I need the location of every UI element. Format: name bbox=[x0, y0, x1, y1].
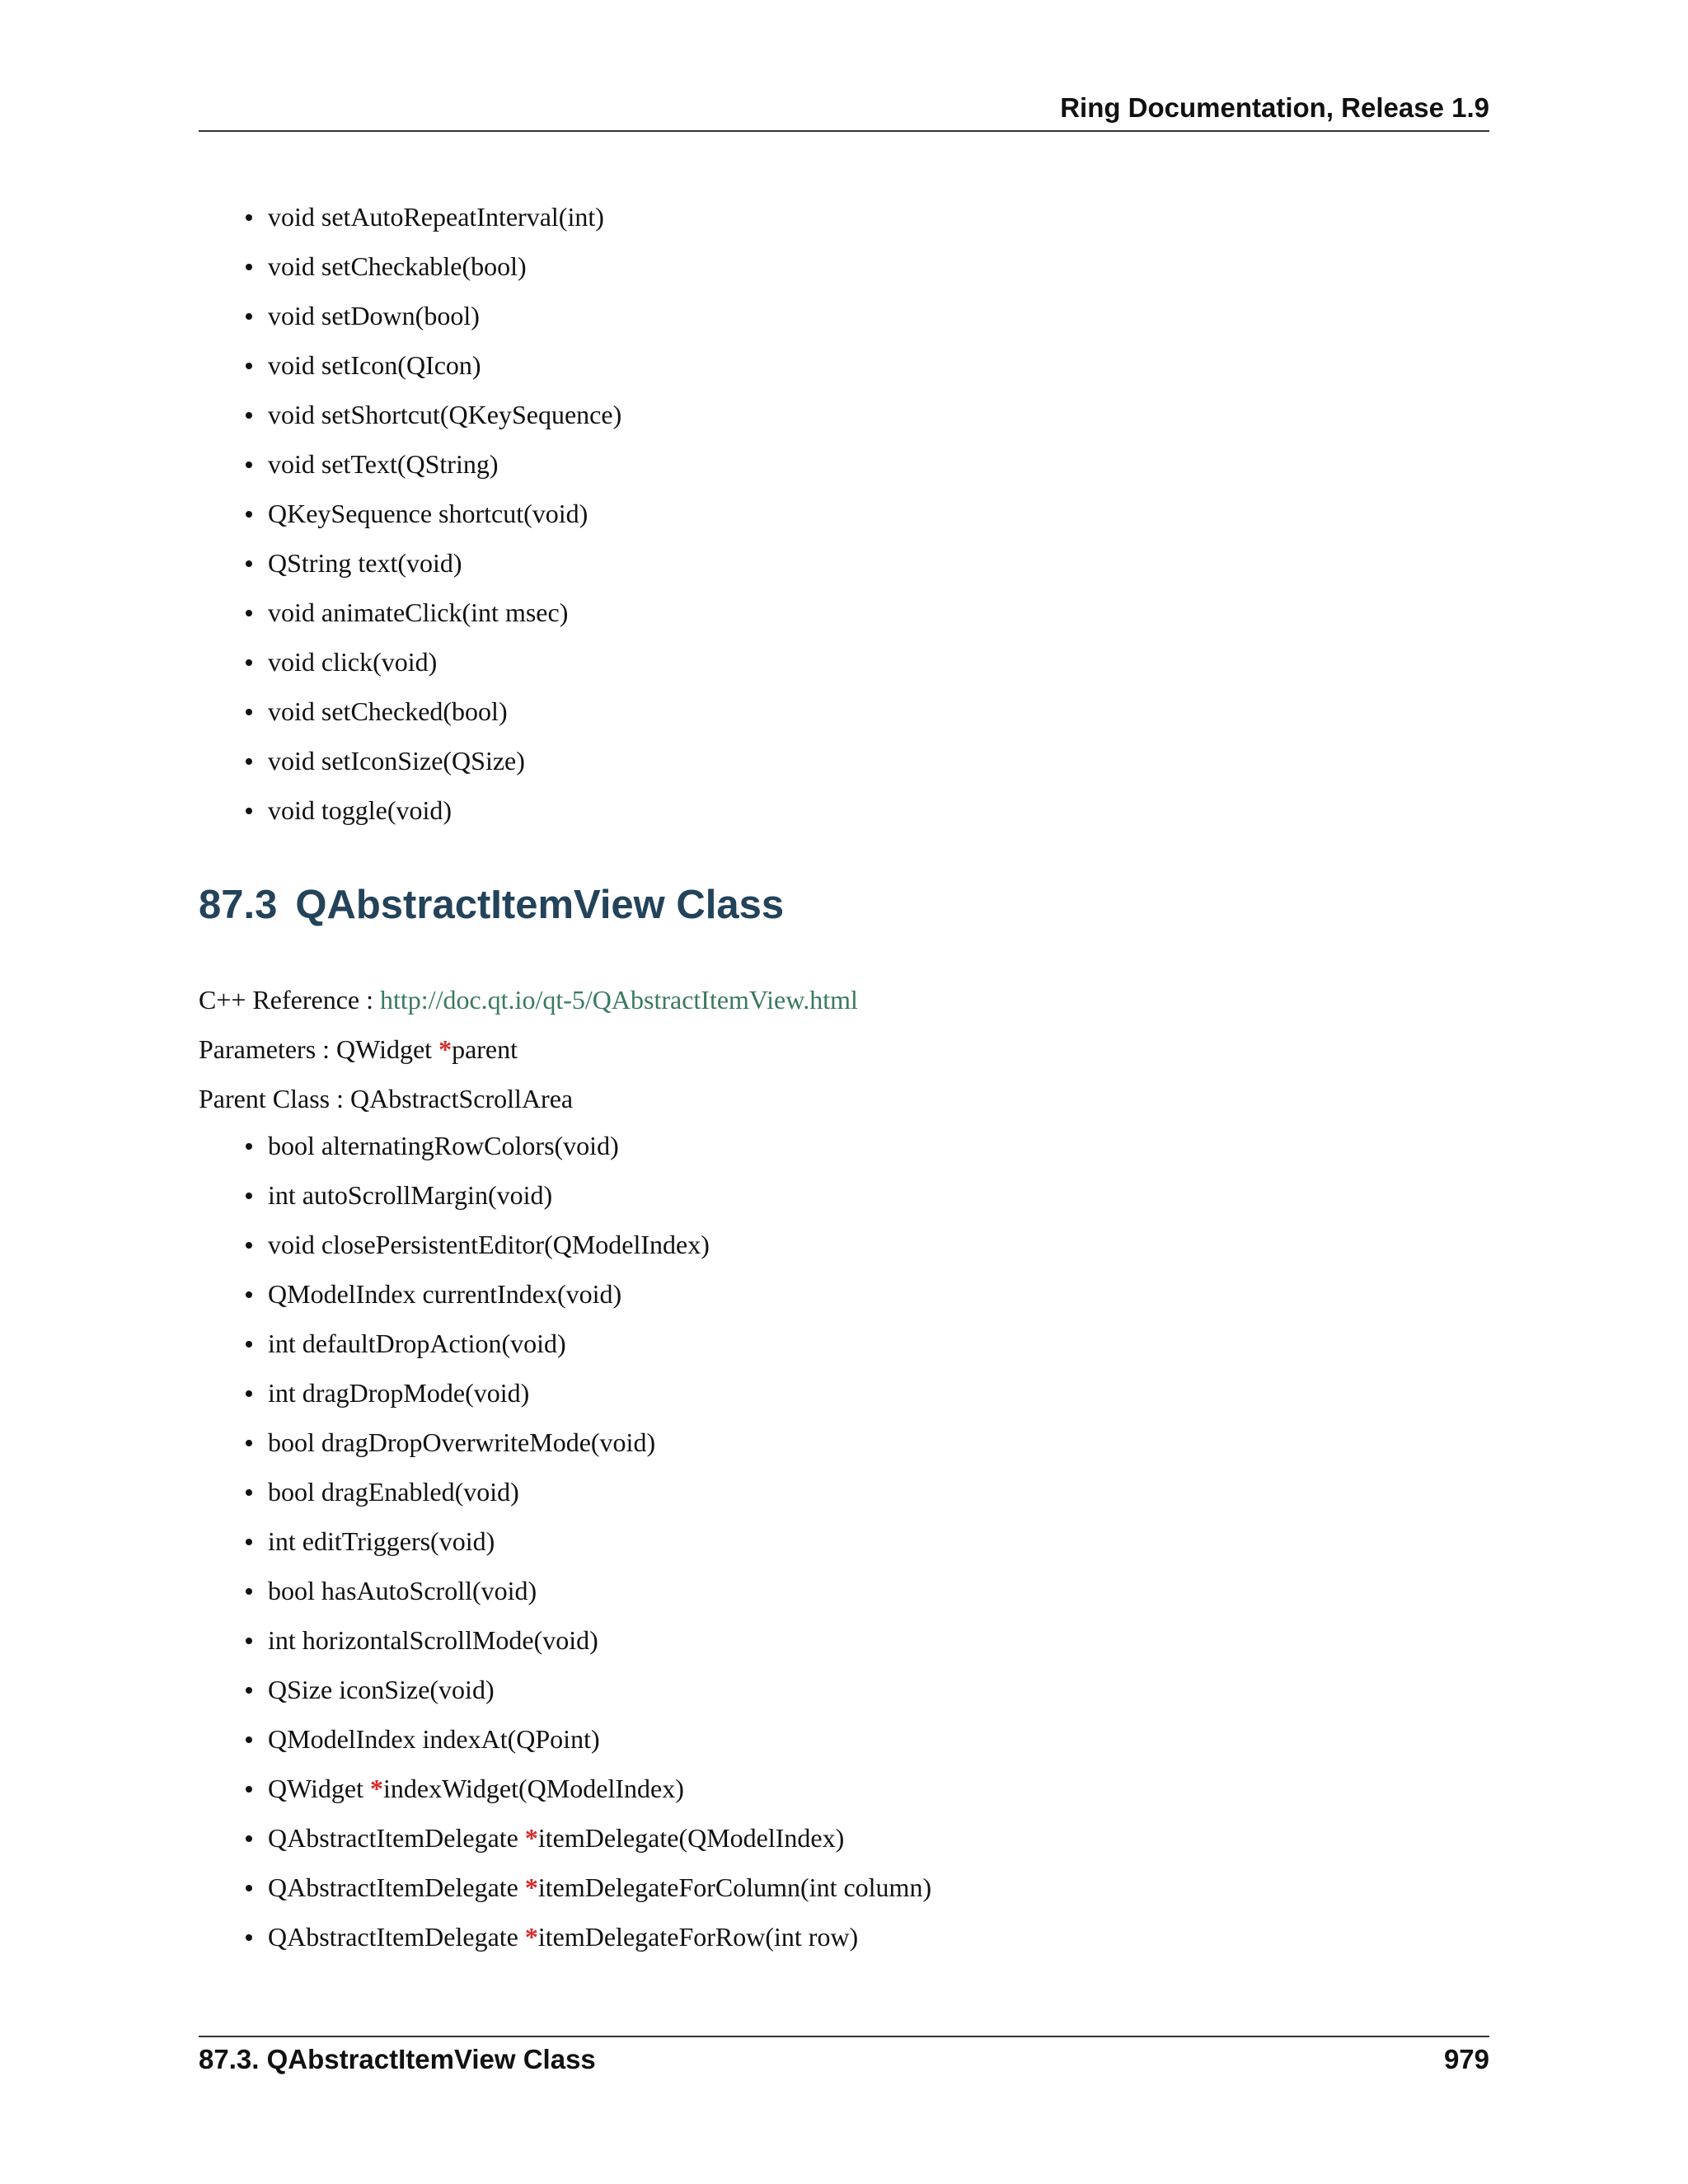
list-item: void setChecked(bool) bbox=[199, 687, 1489, 736]
list-item: int horizontalScrollMode(void) bbox=[199, 1615, 1489, 1665]
list-item: QAbstractItemDelegate *itemDelegateForRow(int row) bbox=[199, 1912, 1489, 1961]
cpp-reference-line bbox=[199, 975, 858, 1024]
method-list-previous-class bbox=[199, 192, 1489, 835]
list-item: QString text(void) bbox=[199, 538, 1489, 588]
list-item: void setShortcut(QKeySequence) bbox=[199, 390, 1489, 439]
list-item: void setAutoRepeatInterval(int) bbox=[199, 192, 1489, 241]
list-item: void setIconSize(QSize) bbox=[199, 736, 1489, 785]
list-item: int defaultDropAction(void) bbox=[199, 1319, 1489, 1368]
list-item: void toggle(void) bbox=[199, 785, 1489, 835]
list-item: bool dragEnabled(void) bbox=[199, 1467, 1489, 1516]
list-item: QAbstractItemDelegate *itemDelegateForColumn(int column) bbox=[199, 1863, 1489, 1912]
list-item: void animateClick(int msec) bbox=[199, 588, 1489, 637]
section-title: QAbstractItemView Class bbox=[295, 883, 785, 927]
list-item: void setDown(bool) bbox=[199, 291, 1489, 340]
list-item: int dragDropMode(void) bbox=[199, 1368, 1489, 1418]
list-item: QKeySequence shortcut(void) bbox=[199, 489, 1489, 538]
list-item: bool dragDropOverwriteMode(void) bbox=[199, 1418, 1489, 1467]
cpp-reference-link[interactable]: http://doc.qt.io/qt-5/QAbstractItemView.html bbox=[380, 985, 858, 1015]
section-number: 87.3 bbox=[199, 883, 278, 927]
list-item: bool hasAutoScroll(void) bbox=[199, 1566, 1489, 1615]
list-item: void click(void) bbox=[199, 637, 1489, 687]
footer-page-number: 979 bbox=[1443, 2044, 1489, 2074]
footer-divider bbox=[199, 2036, 1489, 2037]
list-item: bool alternatingRowColors(void) bbox=[199, 1121, 1489, 1170]
list-item: int editTriggers(void) bbox=[199, 1516, 1489, 1566]
list-item: void setCheckable(bool) bbox=[199, 241, 1489, 291]
list-item: int autoScrollMargin(void) bbox=[199, 1170, 1489, 1220]
list-item: void closePersistentEditor(QModelIndex) bbox=[199, 1220, 1489, 1269]
list-item: QModelIndex indexAt(QPoint) bbox=[199, 1714, 1489, 1764]
list-item: QWidget *indexWidget(QModelIndex) bbox=[199, 1764, 1489, 1813]
cpp-reference-label: C++ Reference : bbox=[199, 985, 380, 1015]
list-item: void setIcon(QIcon) bbox=[199, 340, 1489, 390]
list-item: QSize iconSize(void) bbox=[199, 1665, 1489, 1714]
list-item: QModelIndex currentIndex(void) bbox=[199, 1269, 1489, 1319]
footer-section-label: 87.3. QAbstractItemView Class bbox=[199, 2044, 596, 2074]
section-heading bbox=[199, 882, 784, 928]
list-item: QAbstractItemDelegate *itemDelegate(QModelIndex) bbox=[199, 1813, 1489, 1863]
running-header: Ring Documentation, Release 1.9 bbox=[1060, 92, 1489, 123]
header-divider bbox=[199, 130, 1489, 132]
parent-class-line: Parent Class : QAbstractScrollArea bbox=[199, 1084, 574, 1113]
method-list-qabstractitemview bbox=[199, 1121, 1489, 1961]
parameters-line: Parameters : QWidget *parent bbox=[199, 1034, 518, 1064]
list-item: void setText(QString) bbox=[199, 439, 1489, 489]
